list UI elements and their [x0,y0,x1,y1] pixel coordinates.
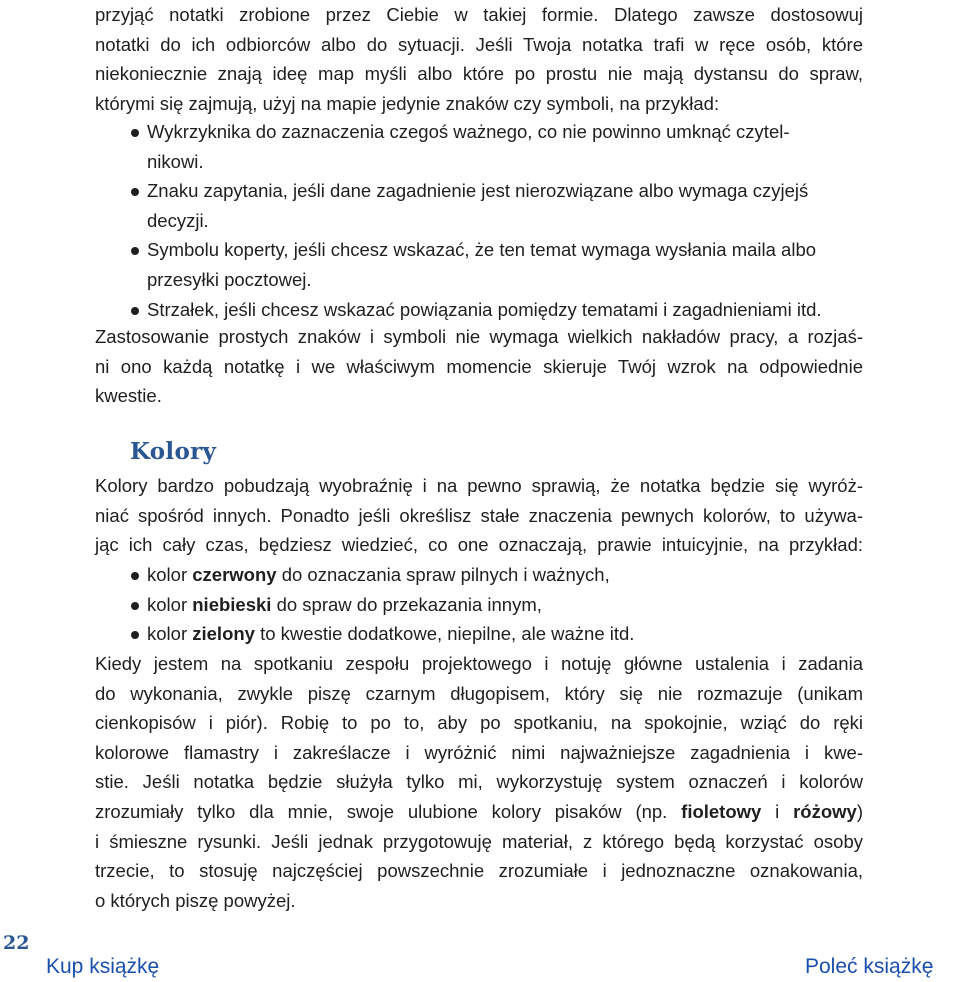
list-item [95,560,863,590]
list-item-text: Wykrzyknika do zaznaczenia czegoś ważnego, co nie powinno umknąć czytel- [147,121,790,142]
text-line: jąc ich cały czas, będziesz wiedzieć, co one oznaczają, prawie intuicyjnie, na przykład: [95,534,863,556]
list-item-text: Symbolu koperty, jeśli chcesz wskazać, że ten temat wymaga wysłania maila albo [147,239,817,261]
colors-intro-paragraph [95,471,863,560]
list-item-suffix: do spraw do przekazania innym, [271,593,542,615]
text-line: i śmieszne rysunki. Jeśli jednak przygotowuję materiał, z którego będą korzystać osoby [95,830,863,852]
recommend-book-link[interactable]: Poleć książkę [805,955,934,978]
text-line: niać spośród innych. Ponadto jeśli określisz stałe znaczenia pewnych kolorów, to używa- [95,504,863,526]
text-line: Kiedy jestem na spotkaniu zespołu projektowego i notuję główne ustalenia i zadania [95,653,863,674]
list-item-prefix: kolor [147,564,193,585]
text-line: przyjąć notatki zrobione przez Ciebie w takiej formie. Dlatego zawsze dostosowuj [95,4,863,25]
text-line: cienkopisów i piór). Robię to po to, aby po spotkaniu, na spokojnie, wziąć do ręki [95,712,863,734]
list-item [95,235,863,294]
text-line [95,797,863,827]
page-number: 22 [3,932,30,954]
list-item-text: Znaku zapytania, jeśli dane zagadnienie jest nierozwiązane albo wymaga czyjejś [147,180,809,202]
bullet-icon [131,247,139,255]
text-line: do wykonania, zwykle piszę czarnym długopisem, który się nie rozmazuje (unikam [95,682,863,704]
list-item-suffix: do oznaczania spraw pilnych i ważnych, [276,564,610,585]
symbols-list [95,117,863,324]
buy-book-link[interactable]: Kup książkę [46,955,160,978]
list-item-text: przesyłki pocztowej. [147,268,312,290]
list-item [95,295,863,325]
text-line: Zastosowanie prostych znaków i symboli nie wymaga wielkich nakładów pracy, a rozjaś- [95,326,863,347]
bullet-icon [131,129,139,137]
color-name-violet: fioletowy [681,800,762,822]
meeting-paragraph [95,649,863,915]
text-line: kolorowe flamastry i zakreślacze i wyróżnić nimi najważniejsze zagadnienia i kwe- [95,741,863,763]
text-fragment: zrozumiały tylko dla mnie, swoje ulubione kolory pisaków (np. [95,800,682,822]
bullet-icon [131,572,139,580]
text-fragment: ) [856,800,864,822]
text-line: trzecie, to stosuję najczęściej powszechnie zrozumiałe i jednoznaczne oznakowania, [95,860,863,882]
color-name-green: zielony [192,623,255,645]
list-item-suffix: to kwestie dodatkowe, niepilne, ale ważne itd. [254,623,635,645]
bullet-icon [131,307,139,315]
section-heading: Kolory [130,438,217,465]
color-name-blue: niebieski [192,593,272,615]
bullet-icon [131,631,139,639]
intro-paragraph [95,0,863,118]
list-item-prefix: kolor [147,593,193,615]
closing-paragraph [95,322,863,411]
list-item [95,117,863,176]
color-name-pink: różowy [793,800,857,822]
list-item-prefix: kolor [147,623,193,645]
list-item [95,619,863,649]
list-item-text: decyzji. [147,209,209,231]
list-item-text: Strzałek, jeśli chcesz wskazać powiązania pomiędzy tematami i zagadnieniami itd. [147,298,822,320]
bullet-icon [131,188,139,196]
text-fragment: i [761,800,794,822]
color-name-red: czerwony [192,564,277,585]
text-line: o których piszę powyżej. [95,889,296,911]
text-line: którymi się zajmują, użyj na mapie jedynie znaków czy symboli, na przykład: [95,92,720,114]
text-line: stie. Jeśli notatka będzie służyła tylko mi, wykorzystuję system oznaczeń i kolorów [95,771,863,793]
text-line: niekoniecznie znają ideę map myśli albo które po prostu nie mają dystansu do spraw, [95,63,863,85]
text-line: ni ono każdą notatkę i we właściwym momencie skieruje Twój wzrok na odpowiednie [95,355,863,377]
text-line: notatki do ich odbiorców albo do sytuacji. Jeśli Twoja notatka trafi w ręce osób, które [95,33,863,55]
colors-list [95,560,863,649]
bullet-icon [131,602,139,610]
list-item [95,590,863,620]
list-item [95,176,863,235]
text-line: Kolory bardzo pobudzają wyobraźnię i na pewno sprawią, że notatka będzie się wyróż- [95,475,863,496]
text-line: kwestie. [95,385,162,407]
list-item-text: nikowi. [147,150,204,172]
